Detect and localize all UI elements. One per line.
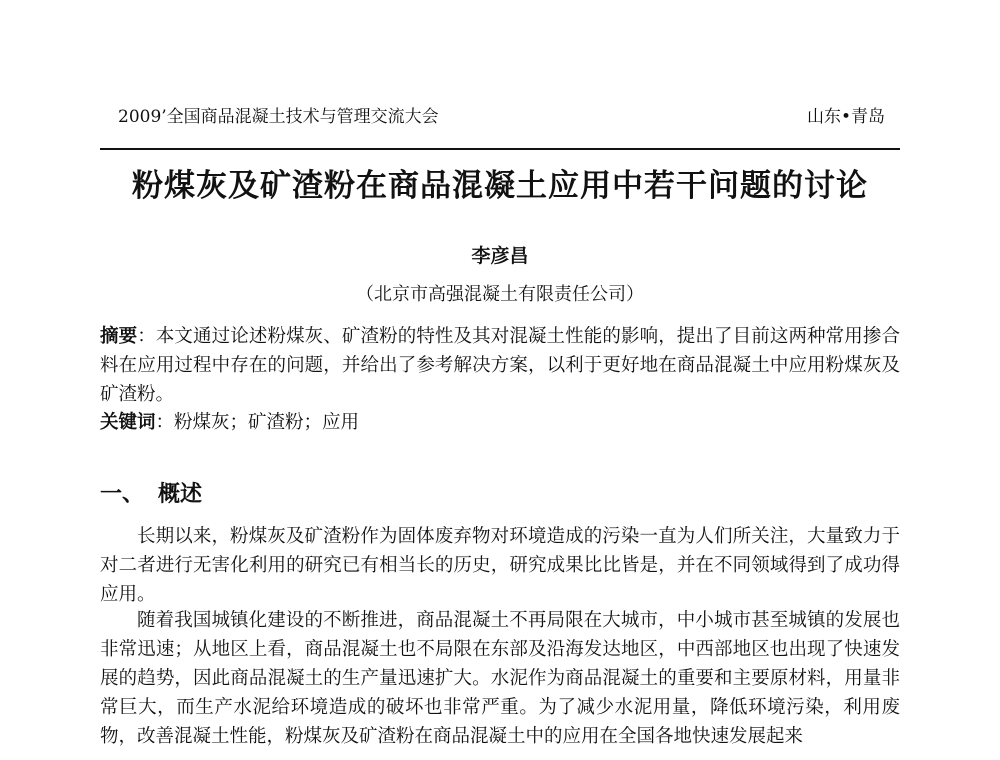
- keywords-label: 关键词: [100, 412, 156, 433]
- abstract-label: 摘要: [100, 326, 138, 347]
- conference-name: 2009’全国商品混凝土技术与管理交流大会: [118, 107, 439, 127]
- keywords-text: ：粉煤灰；矿渣粉；应用: [155, 412, 360, 433]
- abstract: [100, 322, 900, 409]
- author-name: 李彦昌: [471, 245, 529, 267]
- author-affiliation: （北京市高强混凝土有限责任公司）: [356, 284, 644, 305]
- header-rule: [100, 148, 900, 150]
- conference-location: 山东•青岛: [806, 107, 885, 127]
- section-number: 一、: [100, 481, 145, 507]
- running-header: [118, 104, 885, 130]
- keywords: [100, 408, 900, 437]
- abstract-text: ：本文通过论述粉煤灰、矿渣粉的特性及其对混凝土性能的影响，提出了目前这两种常用掺合料在应用过程中存在的问题，并给出了参考解决方案，以利于更好地在商品混凝土中应用粉煤灰及矿渣粉。: [100, 326, 900, 405]
- body-paragraph: 长期以来，粉煤灰及矿渣粉作为固体废弃物对环境造成的污染一直为人们所关注，大量致力于对二者进行无害化利用的研究已有相当长的历史，研究成果比比皆是，并在不同领域得到了成功得应用。: [100, 526, 900, 605]
- paper-title: 粉煤灰及矿渣粉在商品混凝土应用中若干问题的讨论: [132, 168, 868, 204]
- body-paragraph: 随着我国城镇化建设的不断推进，商品混凝土不再局限在大城市，中小城市甚至城镇的发展也非常迅速；从地区上看，商品混凝土也不局限在东部及沿海发达地区，中西部地区也出现了快速发展的趋势，因此商品混凝土的生产量迅速扩大。水泥作为商品混凝土的重要和主要原材料，用量非常巨大，而生产水泥给环境造成的破坏也非常严重。为了减少水泥用量，降低环境污染，利用废物，改善混凝土性能，粉煤灰及矿渣粉在商品混凝土中的应用在全国各地快速发展起来: [100, 610, 900, 747]
- section-title: 概述: [158, 481, 203, 507]
- section-heading: [100, 478, 900, 510]
